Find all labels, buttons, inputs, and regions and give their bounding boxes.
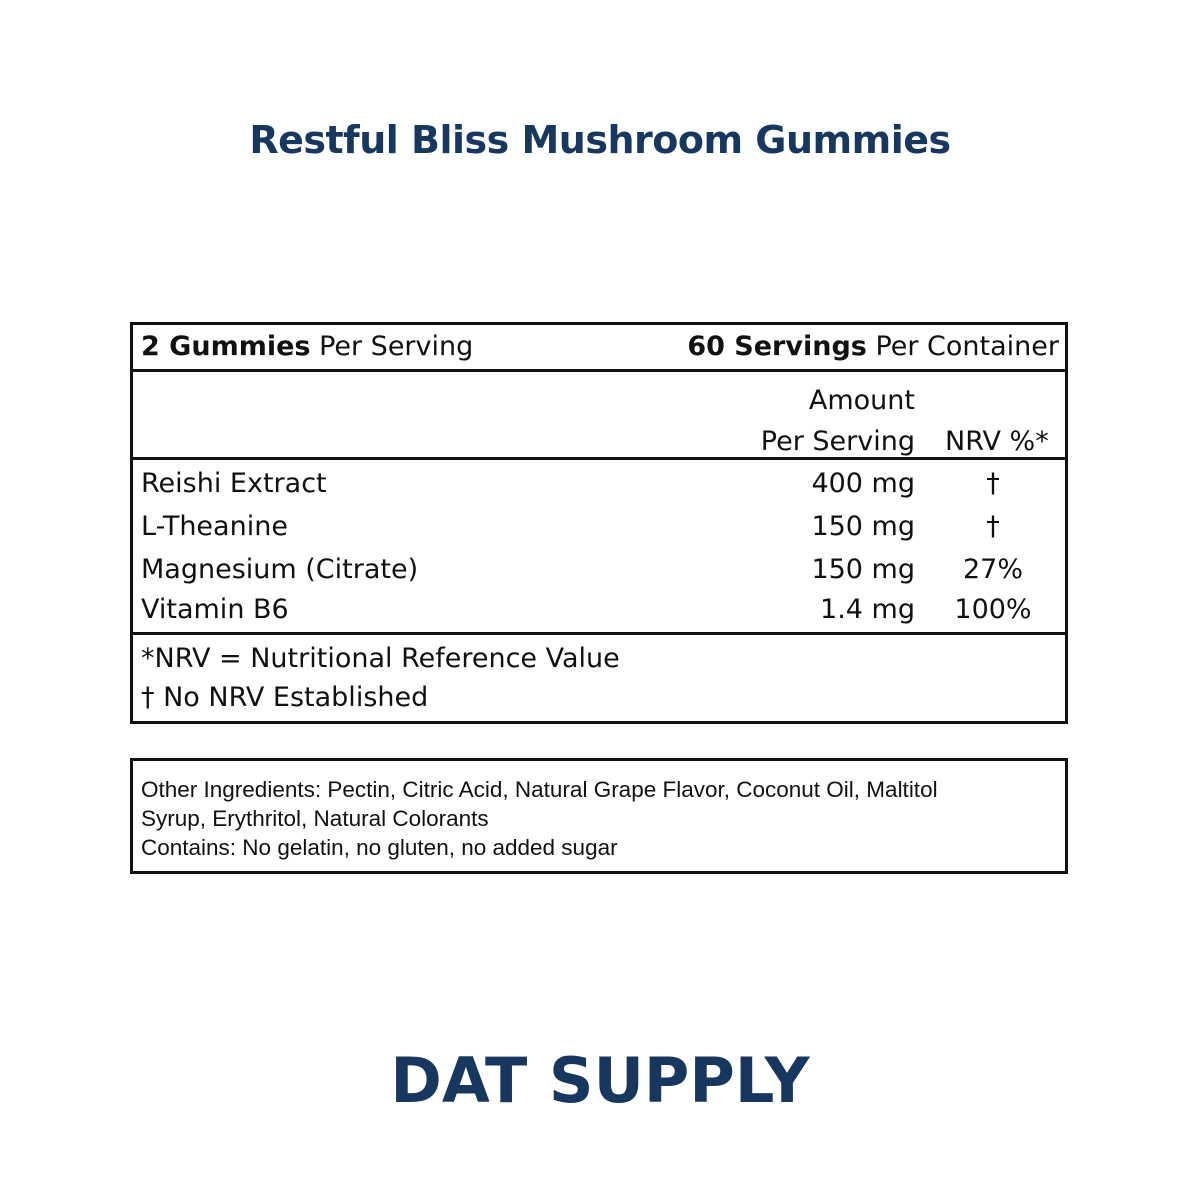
ingredient-nrv: † [986,511,1000,542]
serving-size-value: 2 Gummies [141,331,311,362]
other-ingredients-text [141,775,1041,862]
amount-header-line2: Per Serving [760,426,915,457]
servings-label: Per Container [866,331,1059,362]
ingredient-amount: 400 mg [811,468,915,499]
other-ingredients-line1: Other Ingredients: Pectin, Citric Acid, Natural Grape Flavor, Coconut Oil, Maltitol [141,777,938,802]
ingredient-amount: 150 mg [811,554,915,585]
ingredient-amount: 150 mg [811,511,915,542]
servings-per-container [687,331,1059,362]
column-headers [133,372,1065,460]
ingredient-row [133,468,1065,508]
other-ingredients-line2: Syrup, Erythritol, Natural Colorants [141,806,489,831]
ingredient-row [133,511,1065,551]
supplement-facts-panel [130,322,1068,724]
serving-info-row [133,325,1065,372]
ingredient-nrv: 27% [962,554,1023,585]
brand-logo-text: DAT SUPPLY [390,1044,810,1117]
nrv-definition-footnote: *NRV = Nutritional Reference Value [141,643,620,674]
no-nrv-footnote: † No NRV Established [141,682,429,713]
ingredient-row [133,594,1065,634]
footnotes [133,635,1065,721]
product-title: Restful Bliss Mushroom Gummies [249,118,951,162]
ingredient-name: Magnesium (Citrate) [141,554,419,585]
servings-value: 60 Servings [687,331,867,362]
ingredient-name: Reishi Extract [141,468,327,499]
ingredient-row [133,554,1065,594]
other-ingredients-box [130,758,1068,874]
ingredient-name: Vitamin B6 [141,594,289,625]
amount-per-serving-header [761,380,915,462]
amount-header-line1: Amount [808,385,915,416]
ingredient-amount: 1.4 mg [820,594,915,625]
serving-size [141,331,473,362]
ingredient-name: L-Theanine [141,511,288,542]
serving-size-label: Per Serving [310,331,474,362]
contains-statement: Contains: No gelatin, no gluten, no added sugar [141,835,618,860]
ingredient-list [133,460,1065,635]
nrv-header: NRV %* [945,426,1049,457]
ingredient-nrv: † [986,468,1000,499]
ingredient-nrv: 100% [954,594,1032,625]
